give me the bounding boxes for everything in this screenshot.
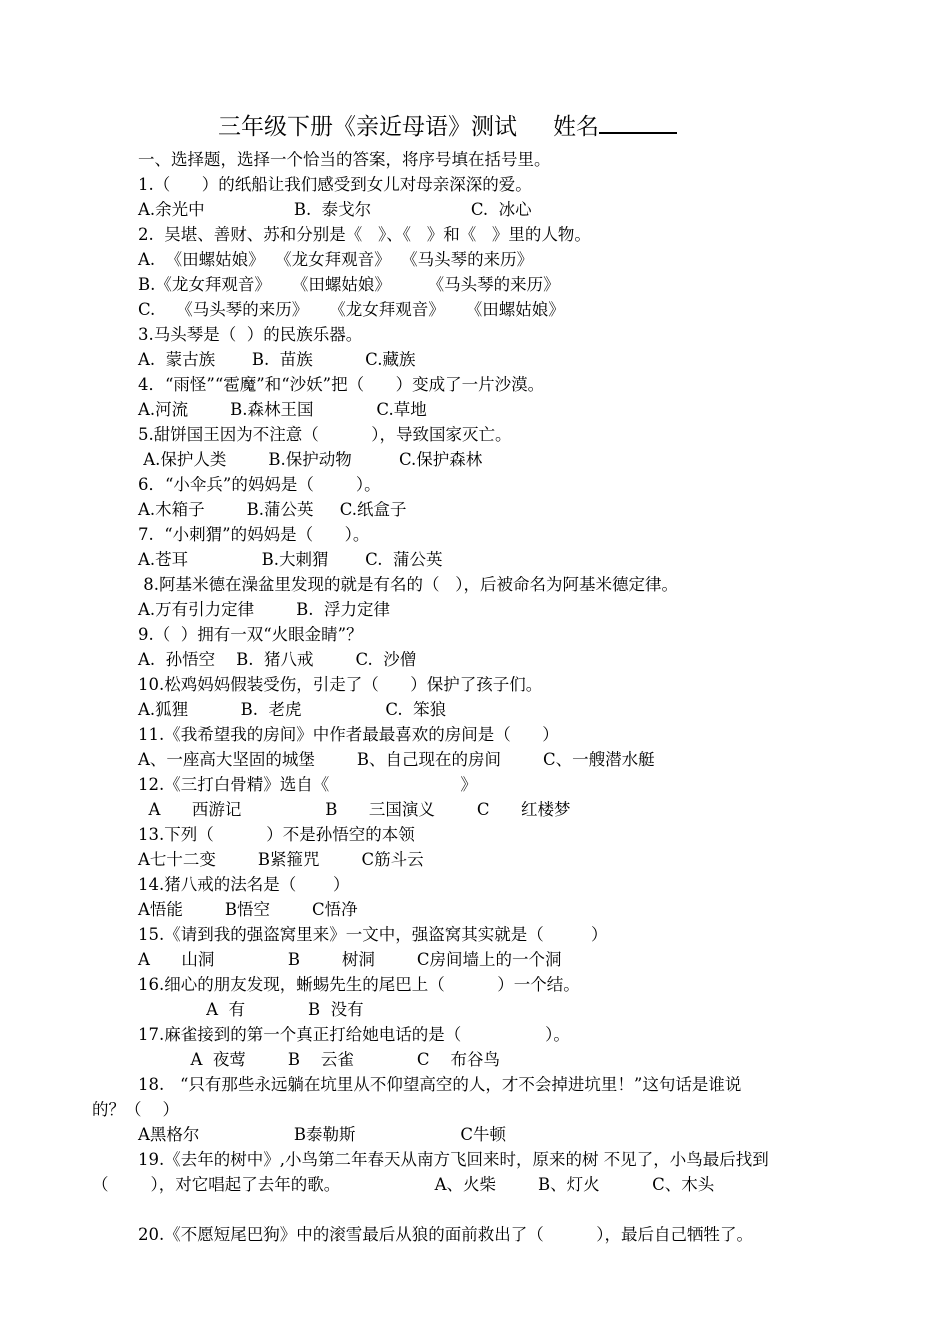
option-line: A.苍耳 B.大刺猬 C. 蒲公英 — [138, 550, 443, 569]
option-line: A 西游记 B 三国演义 C 红楼梦 — [138, 800, 571, 819]
option-line: A.余光中 B. 泰戈尔 C. 冰心 — [138, 200, 532, 219]
option-line: A 山洞 B 树洞 C房间墙上的一个洞 — [138, 950, 562, 969]
option-line: A七十二变 B紧箍咒 C筋斗云 — [138, 850, 424, 869]
option-line: A、一座高大坚固的城堡 B、自己现在的房间 C、一艘潜水艇 — [138, 750, 655, 769]
question-line: 7. “小刺猬”的妈妈是（ ）。 — [138, 525, 370, 544]
option-line: A 有 B 没有 — [138, 1000, 364, 1019]
title-text: 三年级下册《亲近母语》测试 — [218, 114, 517, 140]
option-line: A. 《田螺姑娘》 《龙女拜观音》 《马头琴的来历》 — [138, 250, 534, 269]
option-line: A黑格尔 B泰勒斯 C牛顿 — [138, 1125, 506, 1144]
name-label: 姓名 — [553, 114, 599, 140]
option-line: A.保护人类 B.保护动物 C.保护森林 — [138, 450, 483, 469]
page-title — [218, 108, 677, 141]
question-line: 19.《去年的树中》,小鸟第二年春天从南方飞回来时，原来的树 不见了，小鸟最后找到 — [138, 1150, 769, 1169]
question-line: 6．“小伞兵”的妈妈是（ ）。 — [138, 475, 381, 494]
question-line: 10.松鸡妈妈假装受伤，引走了（ ）保护了孩子们。 — [138, 675, 543, 694]
option-line: A. 孙悟空 B. 猪八戒 C. 沙僧 — [138, 650, 417, 669]
option-line: A. 蒙古族 B. 苗族 C.藏族 — [138, 350, 416, 369]
question-line: 13.下列（ ）不是孙悟空的本领 — [138, 825, 415, 844]
option-line: A悟能 B悟空 C悟净 — [138, 900, 358, 919]
question-line: 1.（ ）的纸船让我们感受到女儿对母亲深深的爱。 — [138, 175, 532, 194]
question-line: 8.阿基米德在澡盆里发现的就是有名的（ ），后被命名为阿基米德定律。 — [138, 575, 678, 594]
option-line: A.河流 B.森林王国 C.草地 — [138, 400, 427, 419]
option-line: A.万有引力定律 B. 浮力定律 — [138, 600, 390, 619]
question-line: 3.马头琴是（ ）的民族乐器。 — [138, 325, 363, 344]
question-line: 20.《不愿短尾巴狗》中的滚雪最后从狼的面前救出了（ ），最后自己牺牲了。 — [138, 1225, 753, 1244]
option-line: A 夜莺 B 云雀 C 布谷鸟 — [138, 1050, 500, 1069]
question-line: 12.《三打白骨精》选自《 》 — [138, 775, 477, 794]
question-line: 5.甜饼国王因为不注意（ ），导致国家灭亡。 — [138, 425, 512, 444]
section-heading: 一、选择题，选择一个恰当的答案，将序号填在括号里。 — [138, 150, 551, 169]
question-line: 18. “只有那些永远躺在坑里从不仰望高空的人，才不会掉进坑里！”这句话是谁说 — [138, 1075, 742, 1094]
question-line: 15.《请到我的强盗窝里来》一文中，强盗窝其实就是（ ） — [138, 925, 608, 944]
option-line: A.木箱子 B.蒲公英 C.纸盒子 — [138, 500, 407, 519]
question-line: 17.麻雀接到的第一个真正打给她电话的是（ ）。 — [138, 1025, 570, 1044]
question-line: 2. 吴堪、善财、苏和分别是《 》、《 》和《 》里的人物。 — [138, 225, 591, 244]
question-line: 9.（ ）拥有一双“火眼金睛”？ — [138, 625, 363, 644]
question-line: 16.细心的朋友发现，蜥蜴先生的尾巴上（ ）一个结。 — [138, 975, 580, 994]
option-line: C. 《马头琴的来历》 《龙女拜观音》 《田螺姑娘》 — [138, 300, 565, 319]
name-blank[interactable] — [599, 112, 677, 134]
question-line-continued: （ ），对它唱起了去年的歌。 A、火柴 B、灯火 C、木头 — [92, 1175, 715, 1194]
question-line: 4．“雨怪”“雹魔”和“沙妖”把（ ）变成了一片沙漠。 — [138, 375, 545, 394]
option-line: B.《龙女拜观音》 《田螺姑娘》 《马头琴的来历》 — [138, 275, 560, 294]
question-line: 11.《我希望我的房间》中作者最最喜欢的房间是（ ） — [138, 725, 559, 744]
question-line-continued: 的？（ ） — [92, 1100, 179, 1119]
option-line: A.狐狸 B. 老虎 C. 笨狼 — [138, 700, 447, 719]
question-line: 14.猪八戒的法名是（ ） — [138, 875, 350, 894]
